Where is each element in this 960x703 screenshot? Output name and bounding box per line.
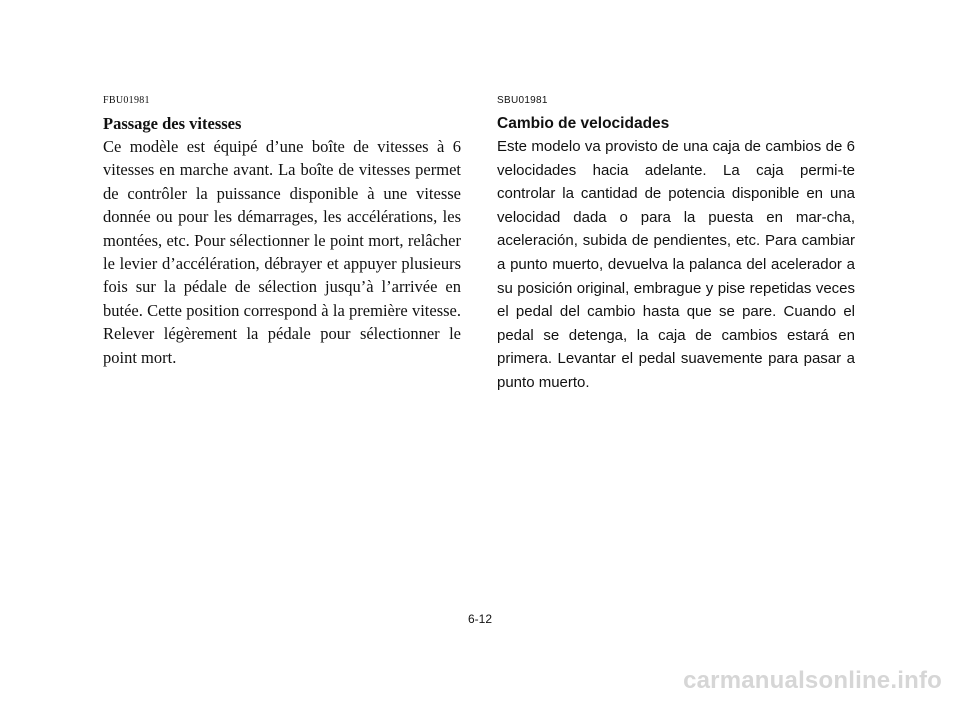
- page-number: 6-12: [467, 612, 493, 626]
- section-code: SBU01981: [497, 95, 548, 106]
- section-body: Ce modèle est équipé d’une boîte de vitesses à 6 vitesses en marche avant. La boîte de vitesses permet de contrôler la puissance disponible à une vitesse donnée ou pour les démarrages, les accélérations, les montées, etc. Pour sélectionner le point mort, relâcher le levier d’accélération, débrayer et appuyer plusieurs fois sur la pédale de sélection jusqu’à l’arrivée en butée. Cette position correspond à la première vitesse. Relever légèrement la pédale pour sélectionner le point mort.: [103, 137, 461, 367]
- section-body: Este modelo va provisto de una caja de cambios de 6 velocidades hacia adelante. La caja permi-te controlar la cantidad de potencia disponible en una velocidad dada o para la puesta en mar-cha, aceleración, subida de pendientes, etc. Para cambiar a punto muerto, devuelva la palanca del acelerador a su posición original, embrague y pise repetidas veces el pedal del cambio hasta que se pare. Cuando el pedal se detenga, la caja de cambios estará en primera. Levantar el pedal suavemente para pasar a punto muerto.: [497, 138, 855, 391]
- watermark: carmanualsonline.info: [683, 667, 942, 694]
- spanish-column: [497, 95, 855, 395]
- section-code: FBU01981: [103, 95, 150, 106]
- section-heading: Cambio de velocidades: [497, 115, 670, 132]
- french-column: [103, 95, 461, 369]
- section-heading: Passage des vitesses: [103, 114, 242, 133]
